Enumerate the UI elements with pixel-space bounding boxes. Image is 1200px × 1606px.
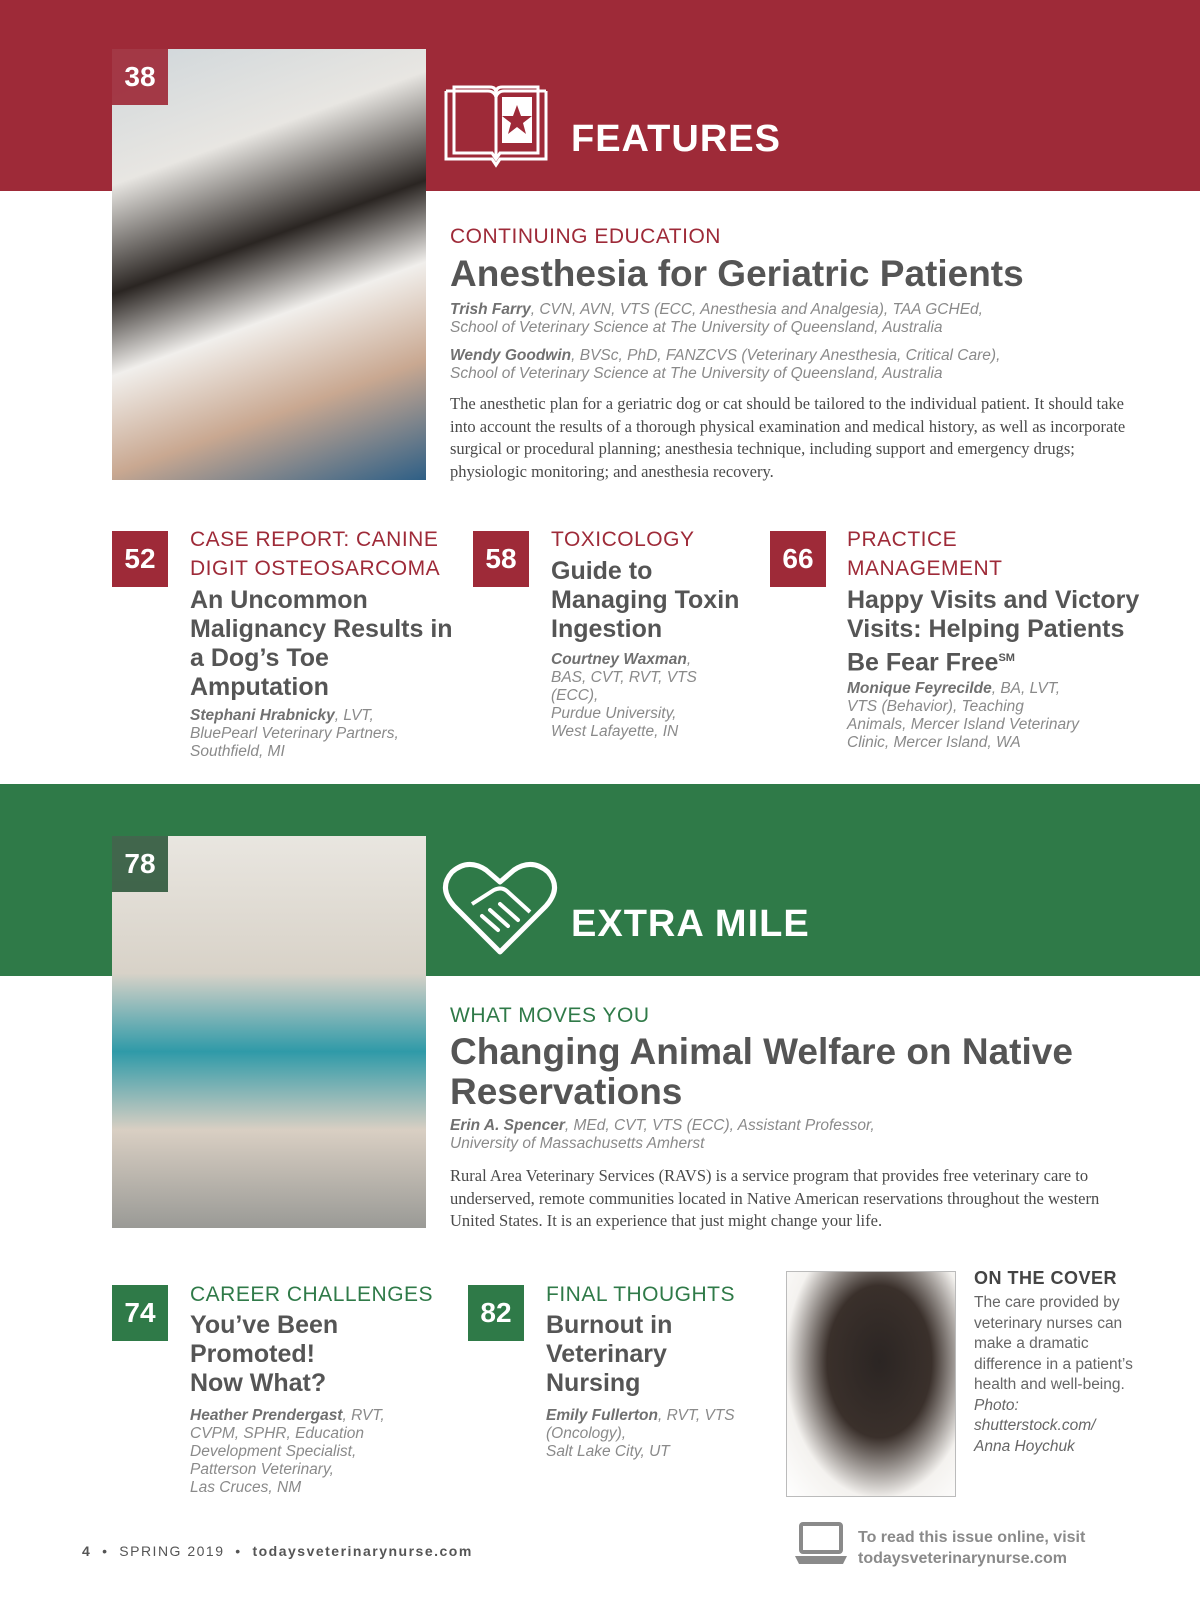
feature-byline-1: Trish Farry, CVN, AVN, VTS (ECC, Anesthesia and Analgesia), TAA GCHEd, School of Veterinary Science at The University of Queensland, Australia — [450, 301, 983, 336]
article-headline[interactable]: You’ve Been Promoted! Now What? — [190, 1311, 339, 1397]
feature-byline-2: Wendy Goodwin, BVSc, PhD, FANZCVS (Veterinary Anesthesia, Critical Care), School of Veterinary Science at The University of Queensland, Australia — [450, 347, 1001, 382]
article-byline: Stephani Hrabnicky, LVT, BluePearl Veterinary Partners, Southfield, MI — [190, 707, 399, 760]
extra-kicker: WHAT MOVES YOU — [450, 1004, 650, 1027]
feature-kicker: CONTINUING EDUCATION — [450, 225, 721, 248]
footer-folio: 4 • SPRING 2019 • todaysveterinarynurse.com — [82, 1543, 473, 1559]
article-kicker: TOXICOLOGY — [551, 528, 695, 551]
article-kicker: CASE REPORT: CANINE DIGIT OSTEOSARCOMA — [190, 528, 441, 580]
article-headline[interactable]: Burnout in Veterinary Nursing — [546, 1311, 673, 1397]
cover-photo-dog — [786, 1271, 956, 1497]
article-headline[interactable]: An Uncommon Malignancy Results in a Dog’s Toe Amputation — [190, 586, 453, 701]
extra-byline: Erin A. Spencer, MEd, CVT, VTS (ECC), Assistant Professor, University of Massachusetts Amherst — [450, 1117, 875, 1152]
article-byline: Monique Feyrecilde, BA, LVT, VTS (Behavior), Teaching Animals, Mercer Island Veterinary Clinic, Mercer Island, WA — [847, 680, 1080, 751]
book-star-icon — [442, 83, 550, 174]
page-number-badge: 38 — [112, 49, 168, 105]
article-byline: Emily Fullerton, RVT, VTS (Oncology), Salt Lake City, UT — [546, 1407, 735, 1460]
laptop-icon — [794, 1522, 848, 1571]
read-online-link[interactable]: todaysveterinarynurse.com — [858, 1550, 1067, 1567]
features-section-title: FEATURES — [571, 118, 781, 160]
article-byline: Courtney Waxman, BAS, CVT, RVT, VTS (ECC), Purdue University, West Lafayette, IN — [551, 651, 697, 740]
article-kicker: CAREER CHALLENGES — [190, 1283, 434, 1306]
feature-photo-anesthesia-dog — [112, 49, 426, 480]
page-number-badge: 58 — [473, 531, 529, 587]
feature-deck: The anesthetic plan for a geriatric dog or cat should be tailored to the individual patient. It should take into account the results of a thorough physical examination and medical history, as well as incorporate surgical or procedural planning; anesthesia technique, including support and emergency drugs; physiologic monitoring; and anesthesia recovery. — [450, 394, 1126, 481]
page-number-badge: 82 — [468, 1285, 524, 1341]
article-headline[interactable]: Guide to Managing Toxin Ingestion — [551, 557, 740, 643]
article-kicker: PRACTICE MANAGEMENT — [847, 528, 1003, 580]
heart-handshake-icon — [442, 860, 558, 963]
page-number-badge: 74 — [112, 1285, 168, 1341]
extra-deck: Rural Area Veterinary Services (RAVS) is a service program that provides free veterinary care to underserved, remote communities located in Native American reservations throughout the western United States. It is an experience that just might change your life. — [450, 1166, 1100, 1230]
on-the-cover-text: The care provided by veterinary nurses can make a dramatic difference in a patient’s health and well-being. Photo: shutterstock.com/ Anna Hoychuk — [974, 1294, 1133, 1455]
article-kicker: FINAL THOUGHTS — [546, 1283, 736, 1306]
extra-headline[interactable]: Changing Animal Welfare on Native Reservations — [450, 1031, 1073, 1112]
article-byline: Heather Prendergast, RVT, CVPM, SPHR, Education Development Specialist, Patterson Veterinary, Las Cruces, NM — [190, 1407, 385, 1496]
page-number-badge: 66 — [770, 531, 826, 587]
page-number-badge: 78 — [112, 836, 168, 892]
article-headline[interactable]: Happy Visits and Victory Visits: Helping Patients Be Fear Free℠ — [847, 586, 1140, 677]
page-number-badge: 52 — [112, 531, 168, 587]
on-the-cover-label: ON THE COVER — [974, 1268, 1118, 1288]
read-online-text: To read this issue online, visit todaysveterinarynurse.com — [858, 1529, 1086, 1567]
extra-mile-photo-vet-techs — [112, 836, 426, 1228]
extra-mile-section-title: EXTRA MILE — [571, 903, 810, 945]
feature-headline[interactable]: Anesthesia for Geriatric Patients — [450, 253, 1024, 294]
